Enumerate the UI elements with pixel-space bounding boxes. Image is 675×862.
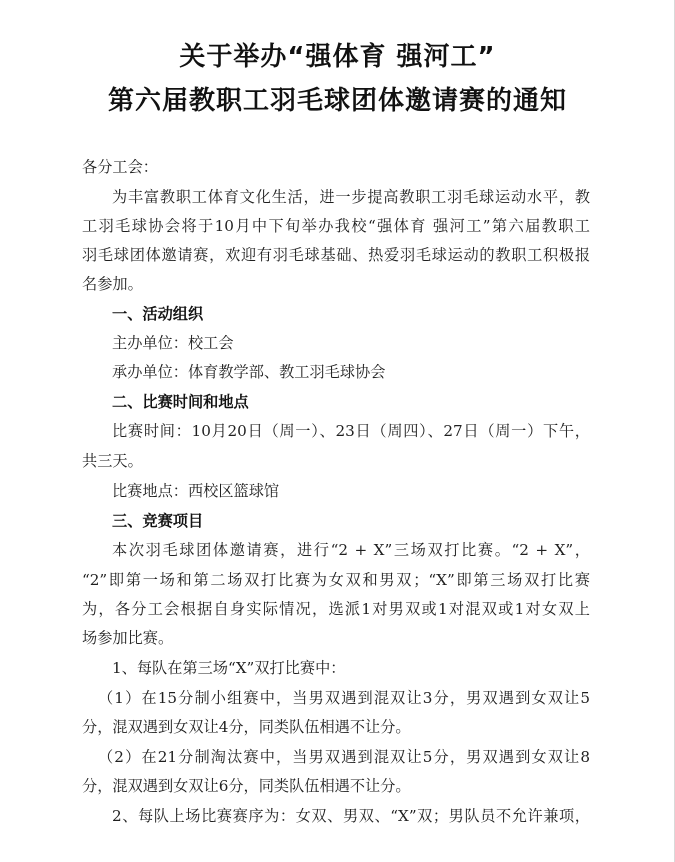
intro-line-2: 工羽毛球协会将于10月中下旬举办我校“强体育 强河工”第六届教职工 — [82, 217, 590, 235]
section-heading-events: 三、竞赛项目 — [112, 512, 204, 530]
intro-line-1: 为丰富教职工体育文化生活，进一步提高教职工羽毛球运动水平，教 — [112, 188, 590, 206]
notice-title-line-2: 第六届教职工羽毛球团体邀请赛的通知 — [107, 86, 567, 116]
organizer-line: 主办单位：校工会 — [112, 334, 234, 352]
events-body-line-4: 场参加比赛。 — [82, 629, 174, 647]
salutation: 各分工会： — [82, 158, 158, 176]
events-body-line-1: 本次羽毛球团体邀请赛，进行“2 + X”三场双打比赛。“2 + X”， — [112, 541, 590, 559]
rule-2-line: 2、每队上场比赛赛序为：女双、男双、“X”双；男队员不允许兼项， — [112, 807, 590, 825]
rule-1b-line-1: （2）在21分制淘汰赛中，当男双遇到混双让5分，男双遇到女双让8 — [98, 748, 590, 766]
section-heading-time-place: 二、比赛时间和地点 — [112, 393, 249, 411]
events-body-line-2: “2”即第一场和第二场双打比赛为女双和男双；“X”即第三场双打比赛 — [82, 571, 590, 589]
intro-line-3: 羽毛球团体邀请赛，欢迎有羽毛球基础、热爱羽毛球运动的教职工积极报 — [82, 246, 590, 264]
rule-1a-line-1: （1）在15分制小组赛中，当男双遇到混双让3分，男双遇到女双让5 — [98, 689, 590, 707]
undertaker-line: 承办单位：体育教学部、教工羽毛球协会 — [112, 363, 386, 381]
rule-1-title: 1、每队在第三场“X”双打比赛中： — [112, 659, 346, 677]
match-place-line: 比赛地点：西校区篮球馆 — [112, 482, 280, 500]
section-heading-organization: 一、活动组织 — [112, 305, 204, 323]
match-time-line-1: 比赛时间：10月20日（周一）、23日（周四）、27日（周一）下午， — [112, 422, 590, 440]
match-time-line-2: 共三天。 — [82, 452, 143, 470]
intro-line-4: 名参加。 — [82, 275, 143, 293]
events-body-line-3: 为，各分工会根据自身实际情况，选派1对男双或1对混双或1对女双上 — [82, 600, 590, 618]
rule-1b-line-2: 分，混双遇到女双让6分，同类队伍相遇不让分。 — [82, 777, 411, 795]
notice-title-line-1: 关于举办“强体育 强河工” — [179, 42, 496, 72]
rule-1a-line-2: 分，混双遇到女双让4分，同类队伍相遇不让分。 — [82, 718, 411, 736]
